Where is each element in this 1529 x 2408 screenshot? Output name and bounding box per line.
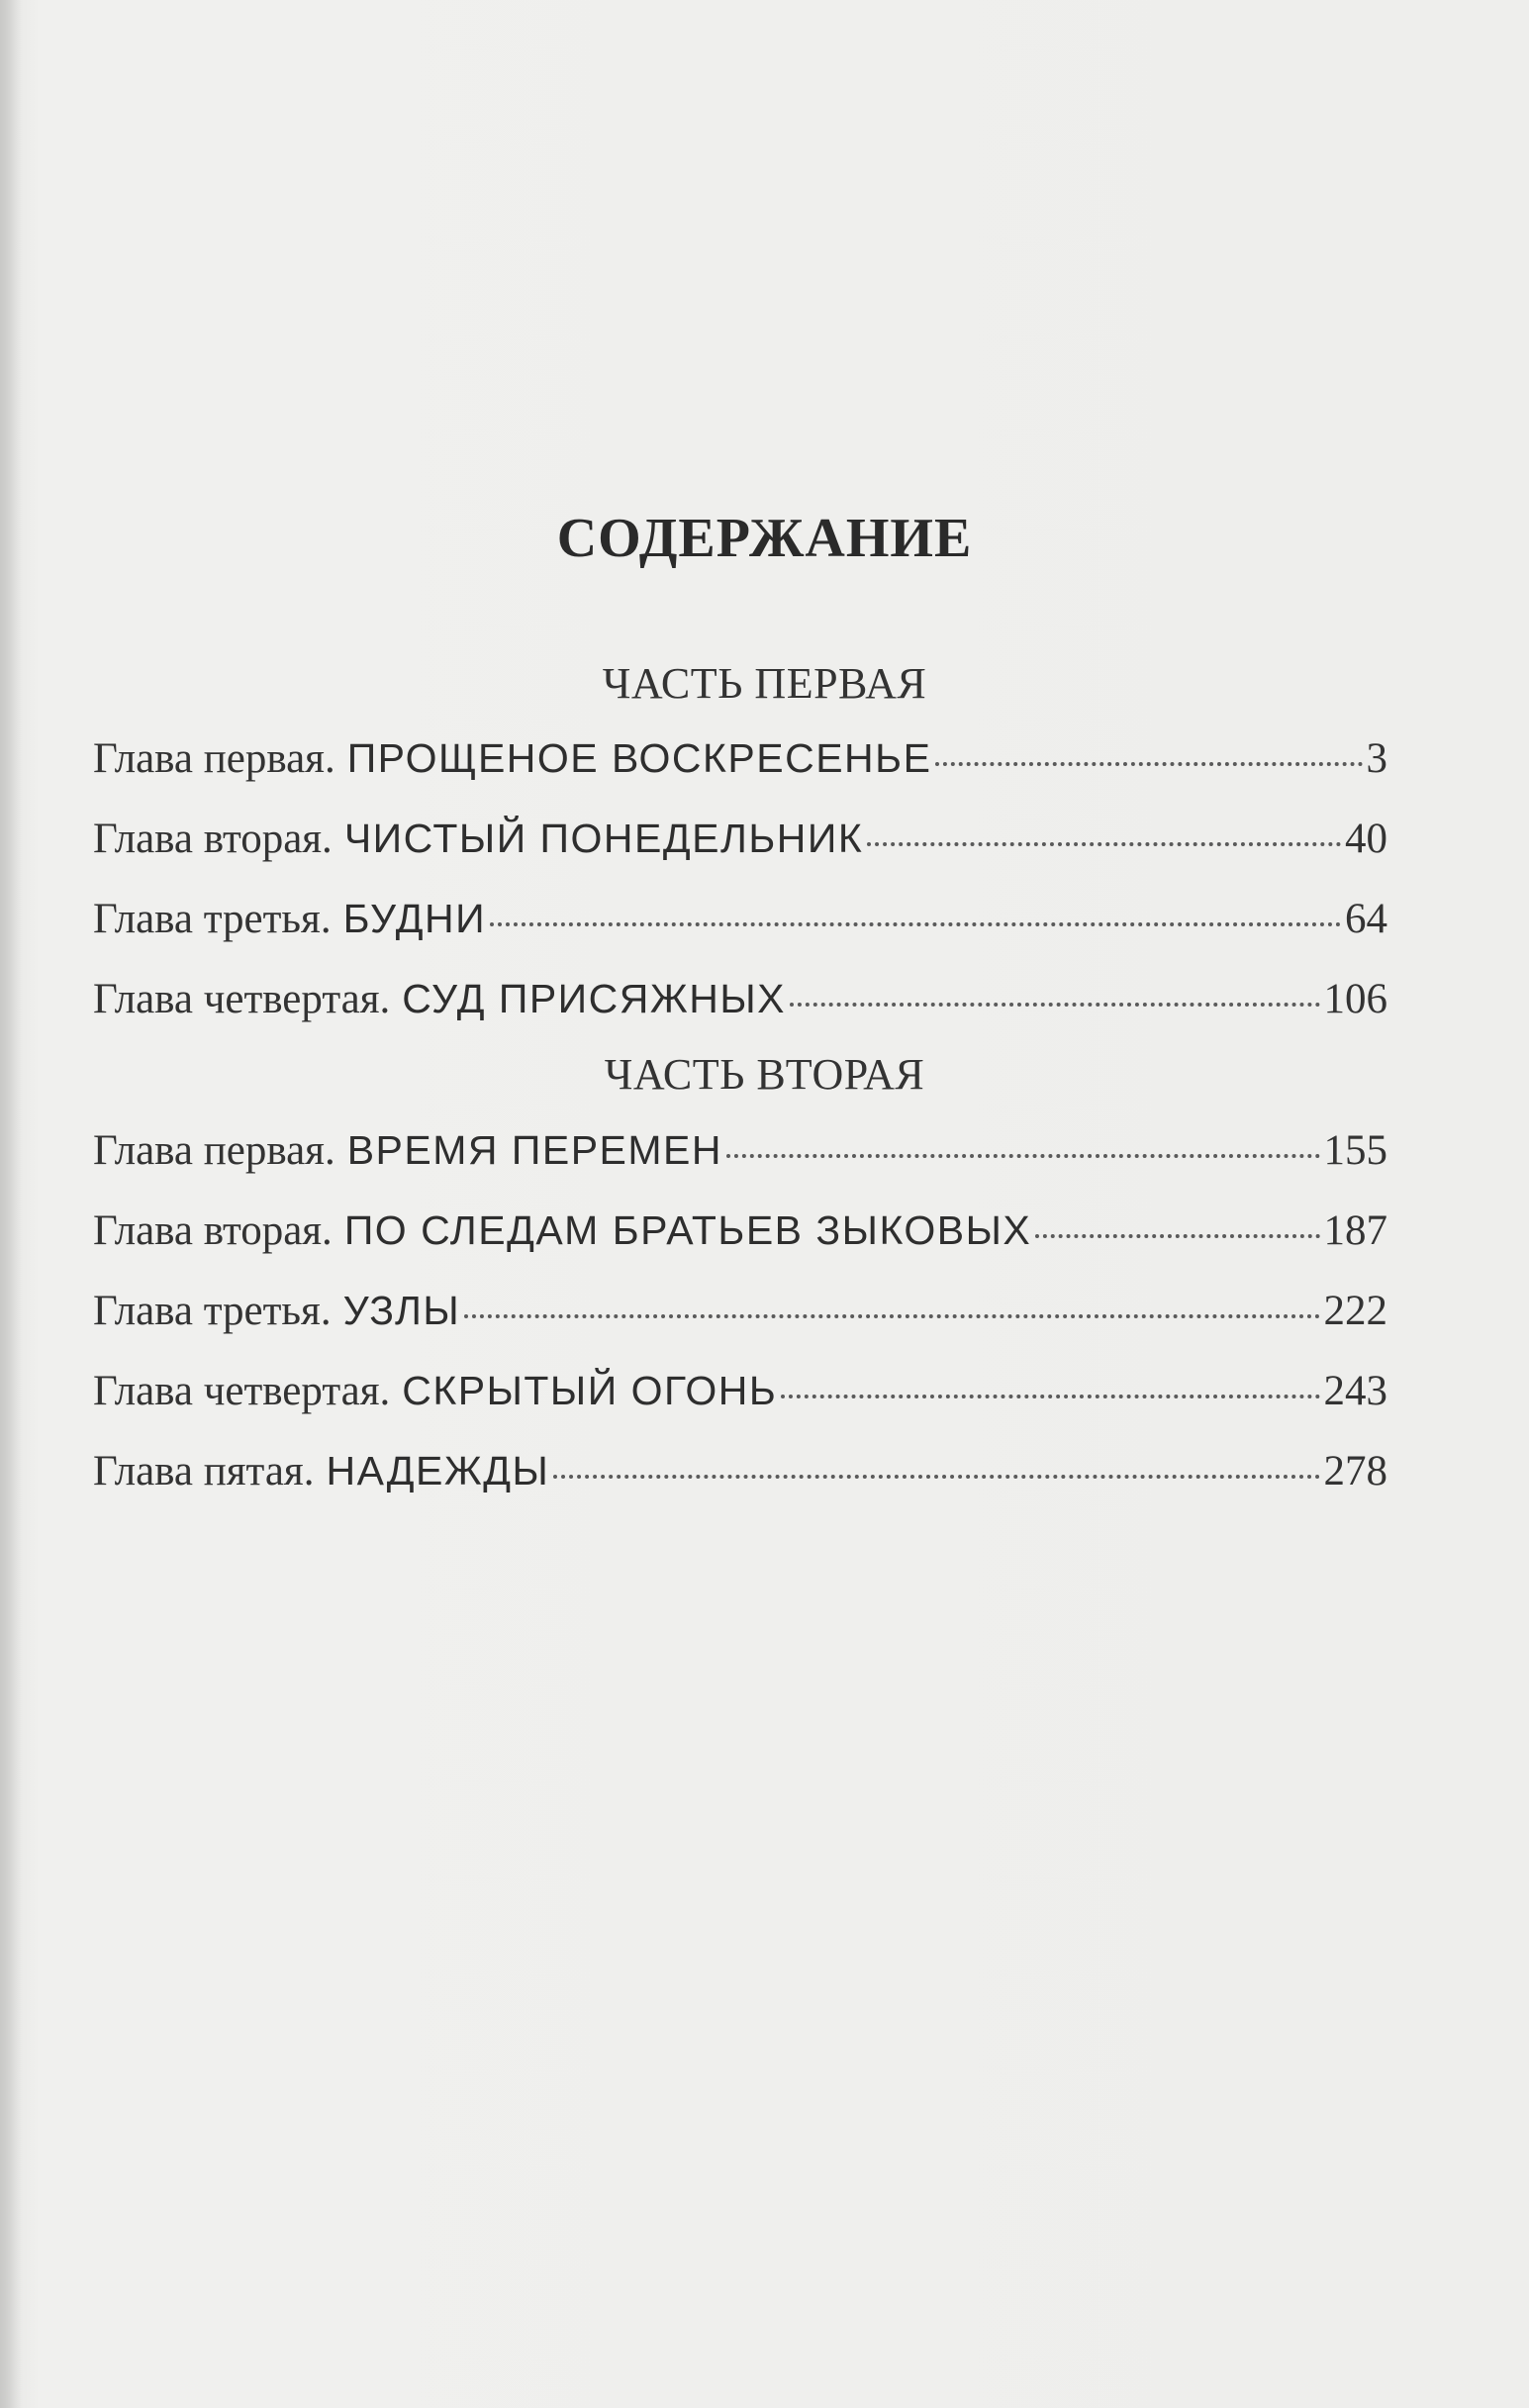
chapter-name: НАДЕЖДЫ [326, 1448, 550, 1493]
toc-entry [93, 1287, 1387, 1367]
dot-leader [781, 1395, 1319, 1398]
chapter-name: ПРОЩЕНОЕ ВОСКРЕСЕНЬЕ [346, 735, 932, 781]
chapter-label: Глава вторая. [93, 1207, 333, 1254]
page-title: СОДЕРЖАНИЕ [556, 508, 973, 569]
chapter-label: Глава третья. [93, 1288, 332, 1334]
chapter-label: Глава четвертая. [93, 976, 391, 1022]
page-number: 187 [1323, 1207, 1387, 1254]
chapter-name: ПО СЛЕДАМ БРАТЬЕВ ЗЫКОВЫХ [343, 1207, 1032, 1253]
toc-list-part-2 [93, 1126, 1387, 1527]
page-number: 106 [1323, 976, 1387, 1022]
chapter-label: Глава первая. [93, 1127, 335, 1174]
page-number: 64 [1345, 896, 1387, 942]
toc-entry [93, 734, 1387, 815]
chapter-name: БУДНИ [342, 896, 487, 941]
page-number: 222 [1323, 1288, 1387, 1334]
part-heading-2: ЧАСТЬ ВТОРАЯ [604, 1050, 925, 1099]
dot-leader [726, 1154, 1319, 1158]
toc-entry [93, 1126, 1387, 1206]
dot-leader [1035, 1234, 1319, 1238]
dot-leader [464, 1314, 1319, 1318]
dot-leader [553, 1475, 1319, 1479]
chapter-label: Глава первая. [93, 735, 335, 782]
page-number: 155 [1323, 1127, 1387, 1174]
dot-leader [490, 922, 1341, 926]
toc-entry [93, 815, 1387, 895]
dot-leader [790, 1003, 1320, 1007]
chapter-label: Глава третья. [93, 896, 332, 942]
chapter-label: Глава четвертая. [93, 1368, 391, 1414]
toc-list-part-1 [93, 734, 1387, 1055]
page-number: 40 [1345, 816, 1387, 862]
page-number: 3 [1366, 735, 1387, 782]
page-number: 243 [1323, 1368, 1387, 1414]
toc-entry [93, 1367, 1387, 1447]
dot-leader [935, 762, 1362, 766]
chapter-name: СКРЫТЫЙ ОГОНЬ [402, 1368, 778, 1413]
chapter-label: Глава вторая. [93, 816, 333, 862]
toc-entry [93, 895, 1387, 975]
toc-entry [93, 1447, 1387, 1527]
toc-entry [93, 1206, 1387, 1287]
chapter-name: ВРЕМЯ ПЕРЕМЕН [346, 1127, 723, 1173]
chapter-name: ЧИСТЫЙ ПОНЕДЕЛЬНИК [343, 816, 864, 861]
page-number: 278 [1323, 1448, 1387, 1494]
chapter-name: СУД ПРИСЯЖНЫХ [402, 976, 786, 1021]
toc-entry [93, 975, 1387, 1055]
binding-shadow [0, 0, 22, 2408]
chapter-label: Глава пятая. [93, 1448, 315, 1494]
dot-leader [867, 842, 1341, 846]
chapter-name: УЗЛЫ [342, 1288, 461, 1333]
part-heading-1: ЧАСТЬ ПЕРВАЯ [602, 659, 927, 708]
